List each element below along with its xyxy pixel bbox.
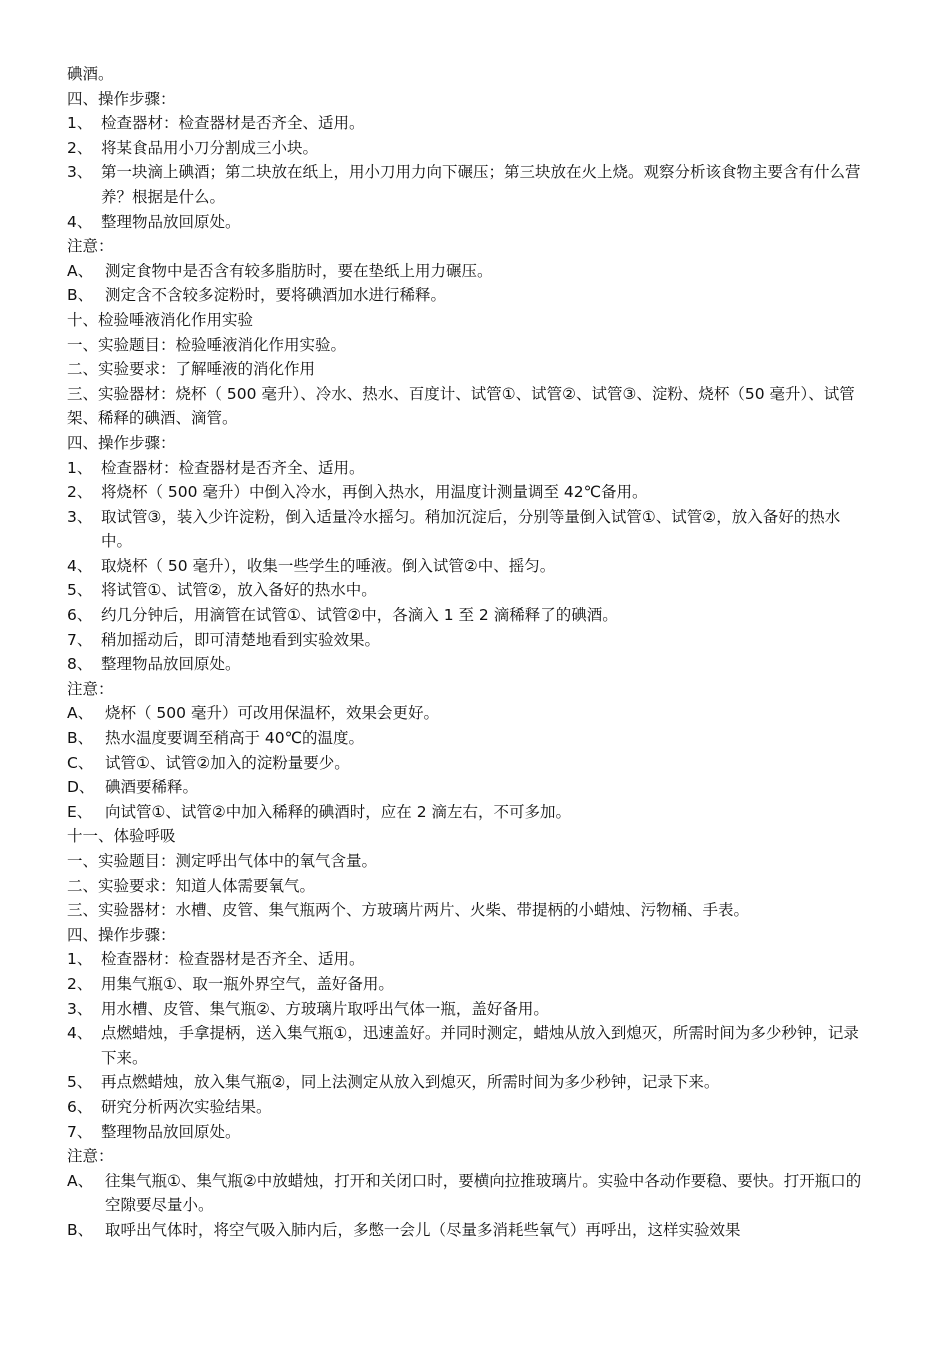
item-text: 测定含不含较多淀粉时，要将碘酒加水进行稀释。 (105, 286, 447, 305)
item-marker: 7、 (67, 630, 93, 649)
item-text: 用集气瓶①、取一瓶外界空气，盖好备用。 (101, 974, 394, 993)
item-text: 试管①、试管②加入的淀粉量要少。 (105, 753, 350, 772)
item-marker: E、 (67, 802, 93, 821)
item-marker: B、 (67, 1220, 94, 1239)
item-marker: 3、 (67, 999, 93, 1018)
item-marker: 6、 (67, 1097, 93, 1116)
note-item (67, 751, 867, 776)
numbered-step (67, 111, 867, 136)
item-text: 将试管①、试管②，放入备好的热水中。 (101, 581, 377, 600)
text-line: 三、实验器材：烧杯（ 500 毫升）、冷水、热水、百度计、试管①、试管②、试管③、淀粉、烧杯（50 毫升）、试管架、稀释的碘酒、滴管。 (67, 384, 855, 428)
item-text: 检查器材：检查器材是否齐全、适用。 (101, 458, 365, 477)
numbered-step (67, 628, 867, 653)
numbered-step (67, 1095, 867, 1120)
item-text: 热水温度要调至稍高于 40℃的温度。 (105, 729, 365, 748)
numbered-step (67, 1070, 867, 1095)
note-item (67, 701, 867, 726)
numbered-step (67, 505, 867, 554)
item-marker: 7、 (67, 1122, 93, 1141)
numbered-step (67, 1120, 867, 1145)
item-marker: C、 (67, 753, 94, 772)
note-item (67, 1218, 867, 1243)
note-item (67, 1169, 867, 1218)
item-text: 取试管③，装入少许淀粉，倒入适量冷水摇匀。稍加沉淀后，分别等量倒入试管①、试管②，放入备好的热水中。 (101, 507, 841, 551)
item-text: 用水槽、皮管、集气瓶②、方玻璃片取呼出气体一瓶，盖好备用。 (101, 999, 549, 1018)
item-marker: 4、 (67, 556, 93, 575)
item-marker: 4、 (67, 1024, 93, 1043)
text-line: 二、实验要求：知道人体需要氧气。 (67, 876, 316, 895)
item-marker: 4、 (67, 212, 93, 231)
item-text: 点燃蜡烛，手拿提柄，送入集气瓶①，迅速盖好。并同时测定，蜡烛从放入到熄灭，所需时间为多少秒钟，记录下来。 (101, 1024, 859, 1067)
item-text: 测定食物中是否含有较多脂肪时，要在垫纸上用力碾压。 (105, 261, 493, 280)
document-body (67, 62, 867, 1243)
numbered-step (67, 578, 867, 603)
item-marker: 2、 (67, 974, 93, 993)
item-marker: 8、 (67, 655, 93, 674)
item-text: 第一块滴上碘酒；第二块放在纸上，用小刀用力向下碾压；第三块放在火上烧。观察分析该食物主要含有什么营养？根据是什么。 (101, 163, 861, 206)
text-line: 二、实验要求：了解唾液的消化作用 (67, 360, 316, 379)
item-text: 取呼出气体时，将空气吸入肺内后，多憋一会儿（尽量多消耗些氧气）再呼出，这样实验效果 (105, 1220, 741, 1239)
item-text: 再点燃蜡烛，放入集气瓶②，同上法测定从放入到熄灭，所需时间为多少秒钟，记录下来。 (101, 1073, 720, 1092)
item-marker: B、 (67, 286, 94, 305)
numbered-step (67, 210, 867, 235)
item-text: 往集气瓶①、集气瓶②中放蜡烛，打开和关闭口时，要横向拉推玻璃片。实验中各动作要稳、要快。打开瓶口的空隙要尽量小。 (105, 1171, 862, 1215)
text-line: 四、操作步骤： (67, 433, 176, 452)
item-text: 向试管①、试管②中加入稀释的碘酒时，应在 2 滴左右，不可多加。 (105, 802, 572, 821)
note-item (67, 775, 867, 800)
numbered-step (67, 997, 867, 1022)
item-text: 取烧杯（ 50 毫升），收集一些学生的唾液。倒入试管②中、摇匀。 (101, 556, 556, 575)
item-marker: 5、 (67, 581, 93, 600)
text-line: 注意： (67, 679, 114, 698)
item-marker: A、 (67, 1171, 94, 1190)
item-marker: 5、 (67, 1073, 93, 1092)
text-line: 三、实验器材：水槽、皮管、集气瓶两个、方玻璃片两片、火柴、带提柄的小蜡烛、污物桶、手表。 (67, 901, 750, 920)
numbered-step (67, 1021, 867, 1070)
item-text: 约几分钟后，用滴管在试管①、试管②中，各滴入 1 至 2 滴稀释了的碘酒。 (101, 606, 618, 625)
item-text: 检查器材：检查器材是否齐全、适用。 (101, 114, 365, 133)
item-marker: B、 (67, 729, 94, 748)
numbered-step (67, 480, 867, 505)
text-line: 四、操作步骤： (67, 925, 176, 944)
item-text: 将某食品用小刀分割成三小块。 (101, 138, 319, 157)
item-text: 研究分析两次实验结果。 (101, 1097, 272, 1116)
item-text: 整理物品放回原处。 (101, 212, 241, 231)
numbered-step (67, 603, 867, 628)
item-text: 稍加摇动后，即可清楚地看到实验效果。 (101, 630, 381, 649)
item-marker: 1、 (67, 458, 93, 477)
numbered-step (67, 456, 867, 481)
numbered-step (67, 652, 867, 677)
item-text: 整理物品放回原处。 (101, 1122, 241, 1141)
text-line: 十一、体验呼吸 (67, 827, 176, 846)
item-marker: 2、 (67, 483, 93, 502)
text-line: 碘酒。 (67, 65, 114, 83)
note-item (67, 726, 867, 751)
item-marker: A、 (67, 261, 94, 280)
item-text: 烧杯（ 500 毫升）可改用保温杯，效果会更好。 (105, 704, 439, 723)
text-line: 一、实验题目：检验唾液消化作用实验。 (67, 335, 347, 354)
item-marker: D、 (67, 778, 95, 797)
numbered-step (67, 160, 867, 209)
item-text: 检查器材：检查器材是否齐全、适用。 (101, 950, 365, 969)
note-item (67, 800, 867, 825)
item-marker: A、 (67, 704, 94, 723)
item-marker: 3、 (67, 163, 93, 182)
item-marker: 1、 (67, 114, 93, 133)
text-line: 一、实验题目：测定呼出气体中的氧气含量。 (67, 852, 378, 870)
numbered-step (67, 947, 867, 972)
numbered-step (67, 972, 867, 997)
note-item (67, 259, 867, 284)
text-line: 注意： (67, 237, 114, 256)
text-line: 四、操作步骤： (67, 89, 176, 108)
item-text: 整理物品放回原处。 (101, 655, 241, 674)
item-text: 将烧杯（ 500 毫升）中倒入冷水，再倒入热水，用温度计测量调至 42℃备用。 (101, 483, 648, 502)
text-line: 注意： (67, 1147, 114, 1166)
item-marker: 6、 (67, 606, 93, 625)
note-item (67, 283, 867, 308)
item-marker: 1、 (67, 950, 93, 969)
text-line: 十、检验唾液消化作用实验 (67, 310, 254, 329)
item-text: 碘酒要稀释。 (105, 778, 199, 797)
item-marker: 3、 (67, 507, 93, 526)
item-marker: 2、 (67, 138, 93, 157)
numbered-step (67, 554, 867, 579)
numbered-step (67, 136, 867, 161)
